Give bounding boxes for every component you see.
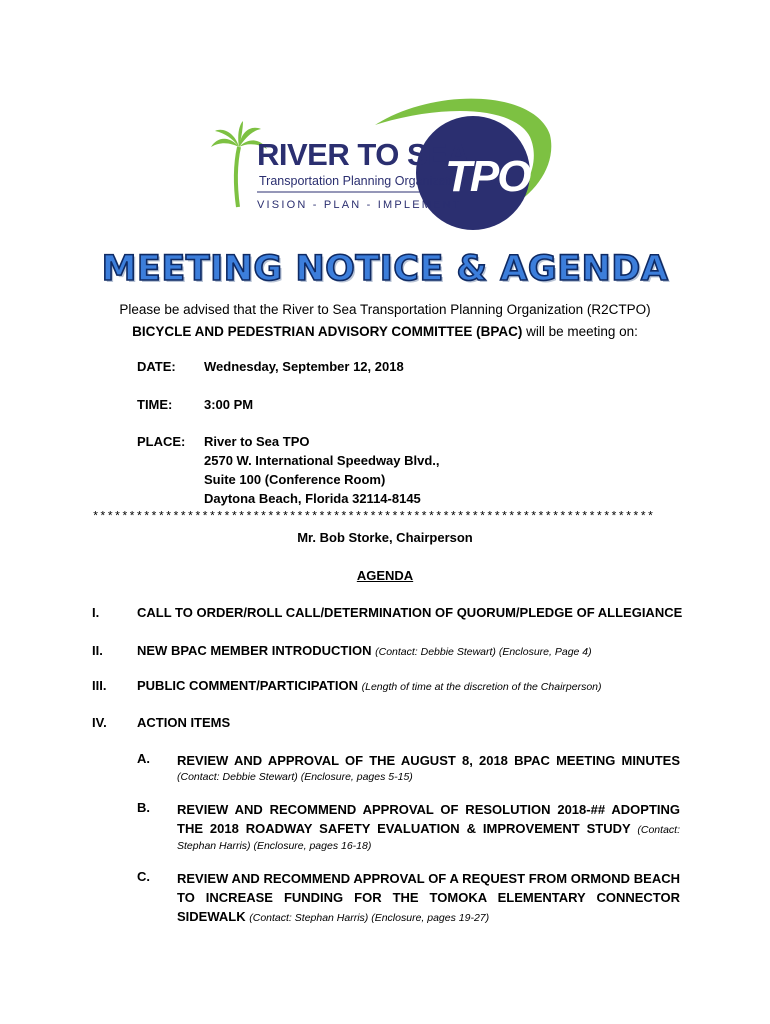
- place-line: Daytona Beach, Florida 32114-8145: [204, 491, 421, 506]
- intro-line-1: Please be advised that the River to Sea Transportation Planning Organization (R2CTPO): [119, 302, 651, 317]
- action-item-title: TO INCREASE FUNDING FOR THE TOMOKA ELEMENTARY CONNECTOR: [177, 890, 680, 905]
- action-item-note: Stephan Harris) (Enclosure, pages 16-18): [177, 840, 372, 852]
- tpo-logo: [205, 95, 565, 235]
- agenda-item: [137, 715, 230, 730]
- place-line: Suite 100 (Conference Room): [204, 472, 386, 487]
- place-label: PLACE:: [137, 434, 186, 449]
- agenda-item-title: ACTION ITEMS: [137, 715, 231, 730]
- place-line: River to Sea TPO: [204, 434, 310, 449]
- agenda-item: [137, 605, 682, 620]
- time-value: 3:00 PM: [204, 397, 254, 412]
- intro-line-2: [0, 324, 770, 339]
- action-item-title: REVIEW AND APPROVAL OF THE AUGUST 8, 2018 BPAC MEETING MINUTES: [177, 753, 680, 768]
- agenda-item-title: CALL TO ORDER/ROLL CALL/DETERMINATION OF QUORUM/PLEDGE OF ALLEGIANCE: [137, 605, 683, 620]
- logo-subtitle: Transportation Planning Organization: [259, 174, 466, 188]
- date-label: DATE:: [137, 359, 176, 374]
- agenda-item: [137, 678, 602, 693]
- action-item-note: (Contact: Stephan Harris) (Enclosure, pages 19-27): [249, 912, 490, 924]
- page-title: MEETING NOTICE & AGENDA: [101, 249, 669, 289]
- place-line: 2570 W. International Speedway Blvd.,: [204, 453, 440, 468]
- item-number: II.: [92, 643, 103, 658]
- separator-line: *****************************************************************************: [92, 510, 655, 524]
- item-number: III.: [92, 678, 107, 693]
- agenda-item-note: (Length of time at the discretion of the Chairperson): [361, 681, 602, 693]
- action-item-letter: C.: [137, 869, 150, 884]
- action-item-letter: A.: [137, 751, 150, 766]
- action-item-title: REVIEW AND RECOMMEND APPROVAL OF RESOLUTION 2018-## ADOPTING: [177, 802, 680, 817]
- item-number: IV.: [92, 715, 107, 730]
- item-number: I.: [92, 605, 100, 620]
- action-item-title-line-2: [177, 819, 680, 840]
- intro-line-2-rest: will be meeting on:: [522, 324, 638, 339]
- logo-tagline: VISION - PLAN - IMPLEMENT: [257, 199, 462, 211]
- logo-name: RIVER TO SEA: [257, 137, 470, 172]
- action-item-note: (Contact:: [637, 824, 680, 836]
- agenda-item-title: NEW BPAC MEMBER INTRODUCTION: [137, 643, 372, 658]
- action-item-letter: B.: [137, 800, 150, 815]
- chairperson: Mr. Bob Storke, Chairperson: [297, 530, 473, 545]
- action-item-title-line-3: [177, 907, 680, 928]
- time-label: TIME:: [137, 397, 173, 412]
- agenda-item-title: PUBLIC COMMENT/PARTICIPATION: [137, 678, 358, 693]
- agenda-item: [137, 643, 592, 658]
- logo-badge: TPO: [445, 152, 530, 201]
- action-item-title: REVIEW AND RECOMMEND APPROVAL OF A REQUEST FROM ORMOND BEACH: [177, 871, 680, 886]
- action-item-note: (Contact: Debbie Stewart) (Enclosure, pages 5-15): [177, 771, 413, 783]
- date-value: Wednesday, September 12, 2018: [204, 359, 404, 374]
- agenda-heading: AGENDA: [356, 568, 414, 583]
- action-item-title: SIDEWALK: [177, 909, 246, 924]
- agenda-item-note: (Contact: Debbie Stewart) (Enclosure, Page 4): [375, 646, 592, 658]
- committee-name: BICYCLE AND PEDESTRIAN ADVISORY COMMITTEE (BPAC): [132, 324, 523, 339]
- action-item-title: THE 2018 ROADWAY SAFETY EVALUATION & IMPROVEMENT STUDY: [177, 821, 631, 836]
